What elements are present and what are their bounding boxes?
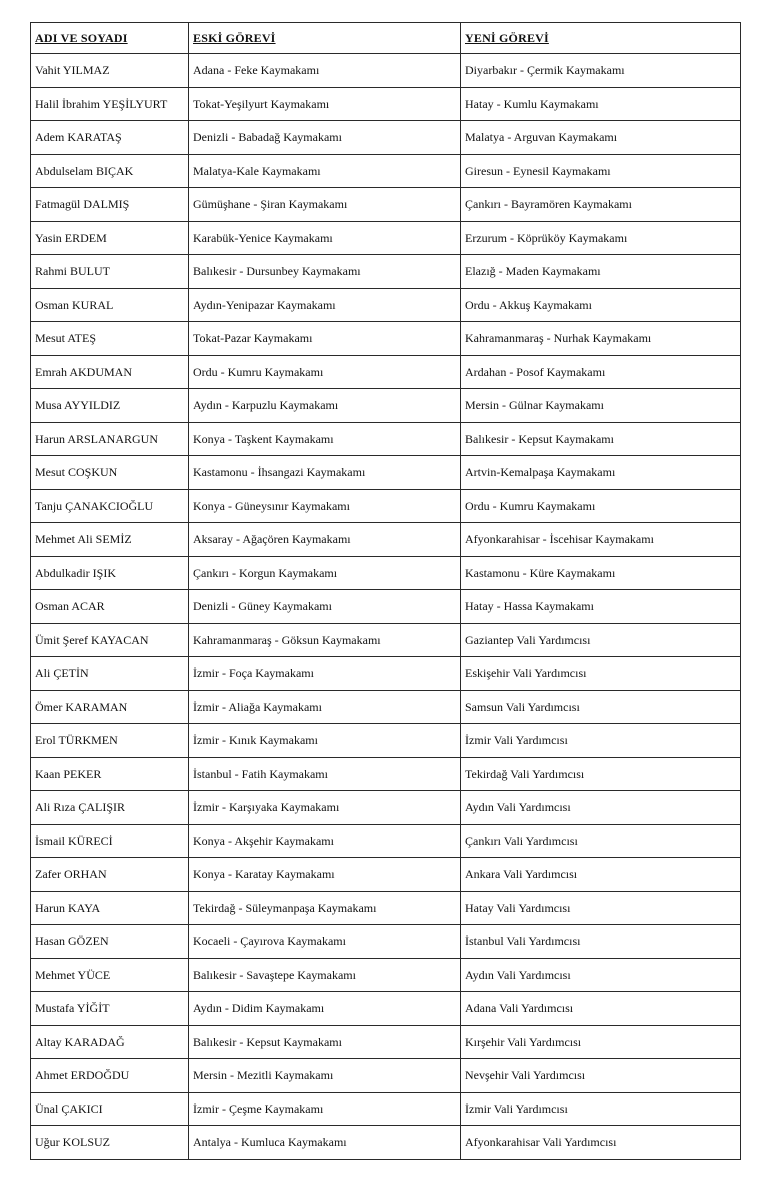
name-cell: Abdulkadir IŞIK bbox=[31, 556, 189, 590]
table-row bbox=[31, 1059, 741, 1093]
name-cell: Adem KARATAŞ bbox=[31, 121, 189, 155]
new-post-cell: İzmir Vali Yardımcısı bbox=[461, 1092, 741, 1126]
name-cell: Ümit Şeref KAYACAN bbox=[31, 623, 189, 657]
table-row bbox=[31, 925, 741, 959]
new-post-cell: Mersin - Gülnar Kaymakamı bbox=[461, 389, 741, 423]
new-post-cell: Tekirdağ Vali Yardımcısı bbox=[461, 757, 741, 791]
name-cell: Ali Rıza ÇALIŞIR bbox=[31, 791, 189, 825]
old-post-cell: Konya - Güneysınır Kaymakamı bbox=[189, 489, 461, 523]
new-post-cell: Afyonkarahisar - İscehisar Kaymakamı bbox=[461, 523, 741, 557]
old-post-cell: Ordu - Kumru Kaymakamı bbox=[189, 355, 461, 389]
old-post-cell: Konya - Taşkent Kaymakamı bbox=[189, 422, 461, 456]
new-post-cell: Adana Vali Yardımcısı bbox=[461, 992, 741, 1026]
old-post-cell: İzmir - Foça Kaymakamı bbox=[189, 657, 461, 691]
new-post-cell: Diyarbakır - Çermik Kaymakamı bbox=[461, 54, 741, 88]
name-cell: Fatmagül DALMIŞ bbox=[31, 188, 189, 222]
name-cell: Hasan GÖZEN bbox=[31, 925, 189, 959]
old-post-cell: Adana - Feke Kaymakamı bbox=[189, 54, 461, 88]
old-post-cell: Karabük-Yenice Kaymakamı bbox=[189, 221, 461, 255]
table-header bbox=[31, 23, 741, 54]
new-post-cell: Eskişehir Vali Yardımcısı bbox=[461, 657, 741, 691]
name-cell: Harun ARSLANARGUN bbox=[31, 422, 189, 456]
name-cell: Ahmet ERDOĞDU bbox=[31, 1059, 189, 1093]
table-row bbox=[31, 523, 741, 557]
table-row bbox=[31, 992, 741, 1026]
table-row bbox=[31, 791, 741, 825]
old-post-cell: Konya - Karatay Kaymakamı bbox=[189, 858, 461, 892]
old-post-cell: Aydın - Karpuzlu Kaymakamı bbox=[189, 389, 461, 423]
name-cell: İsmail KÜRECİ bbox=[31, 824, 189, 858]
name-cell: Erol TÜRKMEN bbox=[31, 724, 189, 758]
new-post-cell: Balıkesir - Kepsut Kaymakamı bbox=[461, 422, 741, 456]
name-cell: Halil İbrahim YEŞİLYURT bbox=[31, 87, 189, 121]
table-row bbox=[31, 355, 741, 389]
old-post-cell: Denizli - Güney Kaymakamı bbox=[189, 590, 461, 624]
new-post-cell: Aydın Vali Yardımcısı bbox=[461, 791, 741, 825]
table-row bbox=[31, 188, 741, 222]
new-post-cell: Artvin-Kemalpaşa Kaymakamı bbox=[461, 456, 741, 490]
old-post-cell: Gümüşhane - Şiran Kaymakamı bbox=[189, 188, 461, 222]
new-post-cell: Çankırı Vali Yardımcısı bbox=[461, 824, 741, 858]
name-cell: Mehmet Ali SEMİZ bbox=[31, 523, 189, 557]
old-post-cell: Kocaeli - Çayırova Kaymakamı bbox=[189, 925, 461, 959]
header-name-label: ADI VE SOYADI bbox=[35, 31, 128, 45]
name-cell: Emrah AKDUMAN bbox=[31, 355, 189, 389]
table-row bbox=[31, 1126, 741, 1160]
new-post-cell: Nevşehir Vali Yardımcısı bbox=[461, 1059, 741, 1093]
table-row bbox=[31, 489, 741, 523]
table-body bbox=[31, 54, 741, 1160]
old-post-cell: Tokat-Pazar Kaymakamı bbox=[189, 322, 461, 356]
table-row bbox=[31, 255, 741, 289]
new-post-cell: Afyonkarahisar Vali Yardımcısı bbox=[461, 1126, 741, 1160]
old-post-cell: Antalya - Kumluca Kaymakamı bbox=[189, 1126, 461, 1160]
table-row bbox=[31, 1025, 741, 1059]
name-cell: Abdulselam BIÇAK bbox=[31, 154, 189, 188]
old-post-cell: İzmir - Çeşme Kaymakamı bbox=[189, 1092, 461, 1126]
name-cell: Ömer KARAMAN bbox=[31, 690, 189, 724]
old-post-cell: Çankırı - Korgun Kaymakamı bbox=[189, 556, 461, 590]
table-row bbox=[31, 858, 741, 892]
table-row bbox=[31, 121, 741, 155]
new-post-cell: Giresun - Eynesil Kaymakamı bbox=[461, 154, 741, 188]
header-row bbox=[31, 23, 741, 54]
old-post-cell: Malatya-Kale Kaymakamı bbox=[189, 154, 461, 188]
old-post-cell: İzmir - Aliağa Kaymakamı bbox=[189, 690, 461, 724]
old-post-cell: Aydın-Yenipazar Kaymakamı bbox=[189, 288, 461, 322]
old-post-cell: İzmir - Kınık Kaymakamı bbox=[189, 724, 461, 758]
name-cell: Uğur KOLSUZ bbox=[31, 1126, 189, 1160]
name-cell: Altay KARADAĞ bbox=[31, 1025, 189, 1059]
table-row bbox=[31, 389, 741, 423]
new-post-cell: Erzurum - Köprüköy Kaymakamı bbox=[461, 221, 741, 255]
old-post-cell: Denizli - Babadağ Kaymakamı bbox=[189, 121, 461, 155]
name-cell: Mehmet YÜCE bbox=[31, 958, 189, 992]
new-post-cell: Kırşehir Vali Yardımcısı bbox=[461, 1025, 741, 1059]
new-post-cell: Çankırı - Bayramören Kaymakamı bbox=[461, 188, 741, 222]
new-post-cell: Hatay - Hassa Kaymakamı bbox=[461, 590, 741, 624]
new-post-cell: Ankara Vali Yardımcısı bbox=[461, 858, 741, 892]
table-row bbox=[31, 1092, 741, 1126]
new-post-cell: Samsun Vali Yardımcısı bbox=[461, 690, 741, 724]
new-post-cell: Aydın Vali Yardımcısı bbox=[461, 958, 741, 992]
new-post-cell: Malatya - Arguvan Kaymakamı bbox=[461, 121, 741, 155]
old-post-cell: Tokat-Yeşilyurt Kaymakamı bbox=[189, 87, 461, 121]
name-cell: Musa AYYILDIZ bbox=[31, 389, 189, 423]
table-row bbox=[31, 221, 741, 255]
table-row bbox=[31, 724, 741, 758]
table-row bbox=[31, 824, 741, 858]
name-cell: Ali ÇETİN bbox=[31, 657, 189, 691]
name-cell: Tanju ÇANAKCIOĞLU bbox=[31, 489, 189, 523]
table-row bbox=[31, 657, 741, 691]
name-cell: Yasin ERDEM bbox=[31, 221, 189, 255]
old-post-cell: Konya - Akşehir Kaymakamı bbox=[189, 824, 461, 858]
new-post-cell: İstanbul Vali Yardımcısı bbox=[461, 925, 741, 959]
new-post-cell: Elazığ - Maden Kaymakamı bbox=[461, 255, 741, 289]
old-post-cell: Tekirdağ - Süleymanpaşa Kaymakamı bbox=[189, 891, 461, 925]
name-cell: Rahmi BULUT bbox=[31, 255, 189, 289]
table-row bbox=[31, 54, 741, 88]
name-cell: Mustafa YİĞİT bbox=[31, 992, 189, 1026]
name-cell: Kaan PEKER bbox=[31, 757, 189, 791]
header-name bbox=[31, 23, 189, 54]
old-post-cell: Mersin - Mezitli Kaymakamı bbox=[189, 1059, 461, 1093]
table-row bbox=[31, 288, 741, 322]
table-row bbox=[31, 958, 741, 992]
name-cell: Zafer ORHAN bbox=[31, 858, 189, 892]
header-old-post-label: ESKİ GÖREVİ bbox=[193, 31, 276, 45]
new-post-cell: Ordu - Akkuş Kaymakamı bbox=[461, 288, 741, 322]
old-post-cell: Kastamonu - İhsangazi Kaymakamı bbox=[189, 456, 461, 490]
old-post-cell: İzmir - Karşıyaka Kaymakamı bbox=[189, 791, 461, 825]
new-post-cell: İzmir Vali Yardımcısı bbox=[461, 724, 741, 758]
name-cell: Osman ACAR bbox=[31, 590, 189, 624]
table-row bbox=[31, 322, 741, 356]
name-cell: Osman KURAL bbox=[31, 288, 189, 322]
new-post-cell: Hatay Vali Yardımcısı bbox=[461, 891, 741, 925]
new-post-cell: Kahramanmaraş - Nurhak Kaymakamı bbox=[461, 322, 741, 356]
name-cell: Ünal ÇAKICI bbox=[31, 1092, 189, 1126]
name-cell: Mesut ATEŞ bbox=[31, 322, 189, 356]
table-row bbox=[31, 891, 741, 925]
table-row bbox=[31, 422, 741, 456]
old-post-cell: Kahramanmaraş - Göksun Kaymakamı bbox=[189, 623, 461, 657]
header-old-post bbox=[189, 23, 461, 54]
old-post-cell: İstanbul - Fatih Kaymakamı bbox=[189, 757, 461, 791]
new-post-cell: Gaziantep Vali Yardımcısı bbox=[461, 623, 741, 657]
name-cell: Harun KAYA bbox=[31, 891, 189, 925]
name-cell: Mesut COŞKUN bbox=[31, 456, 189, 490]
table-row bbox=[31, 87, 741, 121]
new-post-cell: Kastamonu - Küre Kaymakamı bbox=[461, 556, 741, 590]
appointments-table bbox=[30, 22, 741, 1160]
table-row bbox=[31, 456, 741, 490]
old-post-cell: Balıkesir - Kepsut Kaymakamı bbox=[189, 1025, 461, 1059]
table-row bbox=[31, 690, 741, 724]
table-row bbox=[31, 757, 741, 791]
header-new-post bbox=[461, 23, 741, 54]
new-post-cell: Hatay - Kumlu Kaymakamı bbox=[461, 87, 741, 121]
table-row bbox=[31, 590, 741, 624]
old-post-cell: Aydın - Didim Kaymakamı bbox=[189, 992, 461, 1026]
table-row bbox=[31, 154, 741, 188]
header-new-post-label: YENİ GÖREVİ bbox=[465, 31, 549, 45]
new-post-cell: Ordu - Kumru Kaymakamı bbox=[461, 489, 741, 523]
table-row bbox=[31, 623, 741, 657]
old-post-cell: Balıkesir - Savaştepe Kaymakamı bbox=[189, 958, 461, 992]
name-cell: Vahit YILMAZ bbox=[31, 54, 189, 88]
old-post-cell: Balıkesir - Dursunbey Kaymakamı bbox=[189, 255, 461, 289]
old-post-cell: Aksaray - Ağaçören Kaymakamı bbox=[189, 523, 461, 557]
new-post-cell: Ardahan - Posof Kaymakamı bbox=[461, 355, 741, 389]
table-row bbox=[31, 556, 741, 590]
